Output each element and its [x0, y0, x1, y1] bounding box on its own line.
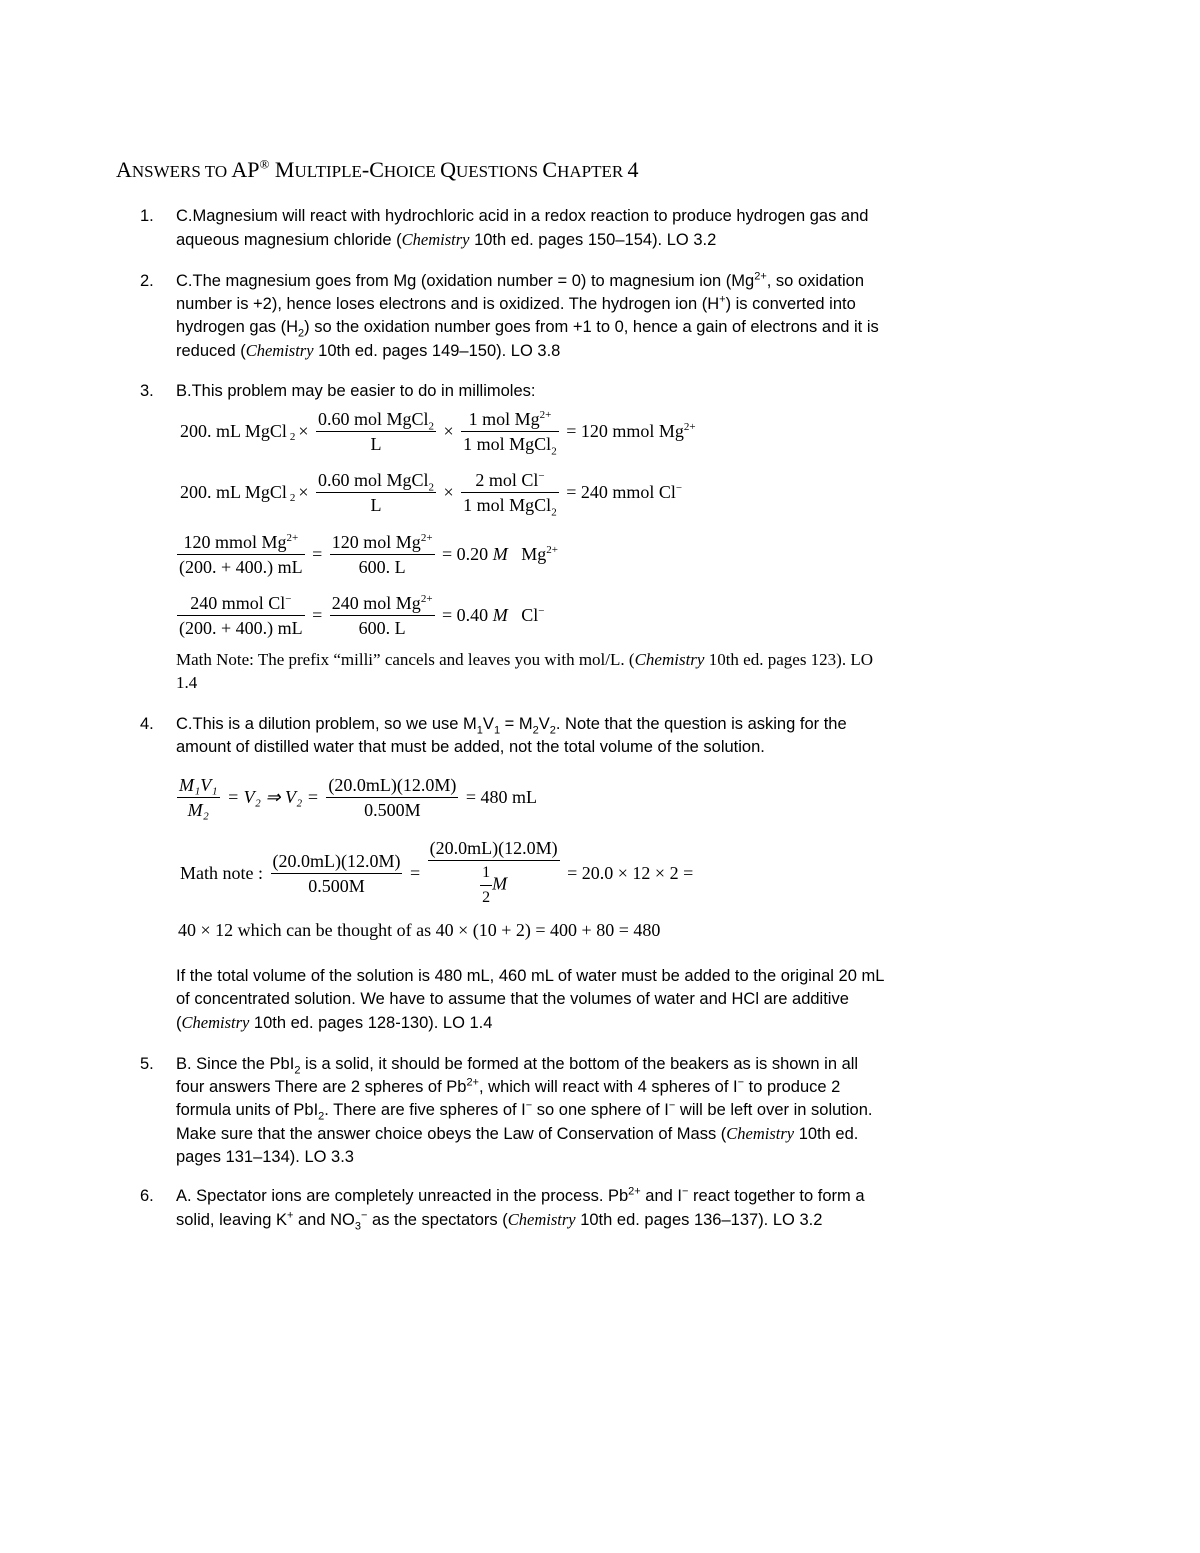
equation-mg-mmol: 200. mL MgCl $_2$ × $\frac{0.60 mol MgCl_2}{L}$ × $\frac{1 mol Mg^{2+}}{1 mol MgCl_2}$ = 120 mmol $Mg^{2+}$ — [180, 409, 696, 458]
math-note-arithmetic: 40 × 12 which can be thought of as 40 × (10 + 2) = 400 + 80 = 480 — [178, 920, 661, 940]
answer-4-explanation: If the total volume of the solution is 480 mL, 460 mL of water must be added to the original 20 mL of concentrated solution. We have to assume that the volumes of water and HCl are additive (Chemistry 10th ed. pages 128-130). LO 1.4 — [176, 967, 884, 1032]
equation-cl-molarity: $\frac{240 mmol Cl^-}{(200. + 400.) mL}$ = $\frac{240 mol Mg^{2+}}{600. L}$ = 0.40 M Cl− — [179, 593, 545, 638]
math-note-3: Math Note: The prefix “milli” cancels and leaves you with mol/L. (Chemistry 10th ed. pages 123). LO 1.4 — [176, 650, 874, 692]
equation-cl-mmol: 200. mL MgCl $_2$ × $\frac{0.60 mol MgCl_2}{L}$ × $\frac{2 mol Cl^-}{1 mol MgCl_2}$ = 240 mmol Cl− — [180, 470, 683, 519]
page-title: ANSWERS TO AP® MULTIPLE-CHOICE QUESTIONS CHAPTER 4 — [116, 156, 639, 182]
equation-dilution: $\frac{\text{M₁V₁}}{\text{M₂}}$ = V₂ ⇒ V₂ = $\frac{(20.0mL)(12.0M)}{0.500M}$ = 480 mL — [179, 775, 538, 820]
equation-mg-molarity: $\frac{120 mmol Mg^{2+}}{(200. + 400.) mL}$ = $\frac{120 mol Mg^{2+}}{600. L}$ = 0.20 M $Mg^{2+}$ — [179, 532, 558, 577]
math-note-dilution: Math note : $\frac{(20.0mL)(12.0M)}{0.500M}$ = (20.0mL)(12.0M) $\frac{1}{2}$ M = 20.0 × 12 × 2 = — [180, 838, 694, 906]
